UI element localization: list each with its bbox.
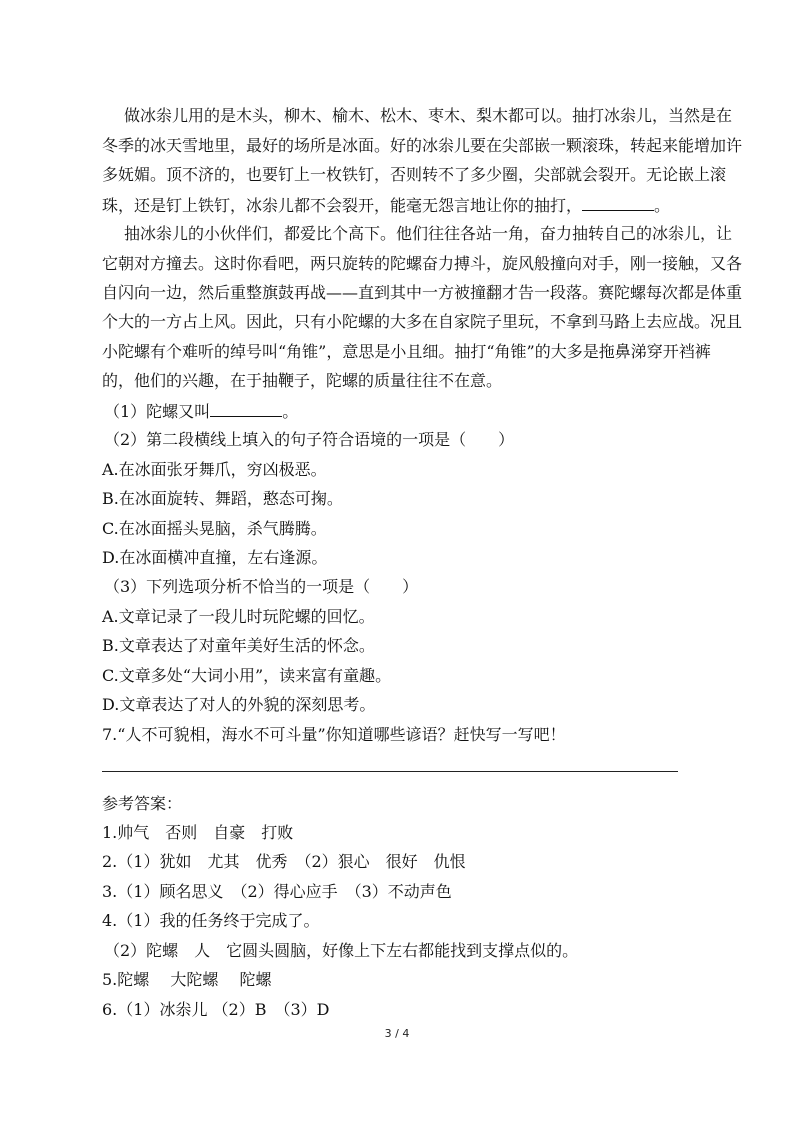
answer-1: 1.帅气 否则 自豪 打败 bbox=[102, 823, 294, 842]
question-2-option-b: B.在冰面旋转、舞蹈，憨态可掬。 bbox=[102, 489, 343, 508]
answers-heading: 参考答案： bbox=[102, 794, 183, 813]
passage-p1-line-3: 多妩媚。顶不济的，也要钉上一枚铁钉，否则转不了多少圈，尖部就会裂开。无论嵌上滚 bbox=[102, 165, 727, 184]
question-2: （2）第二段横线上填入的句子符合语境的一项是（ ） bbox=[104, 430, 515, 449]
passage-p2-line-6: 的，他们的兴趣，在于抽鞭子，陀螺的质量往往不在意。 bbox=[102, 371, 503, 390]
question-3-option-b: B.文章表达了对童年美好生活的怀念。 bbox=[102, 636, 375, 655]
question-1 bbox=[104, 400, 298, 423]
passage-p2-line-2: 它朝对方撞去。这时你看吧，两只旋转的陀螺奋力搏斗，旋风般撞向对手，刚一接触，又各 bbox=[102, 254, 743, 273]
question-2-option-c: C.在冰面摇头晃脑，杀气腾腾。 bbox=[102, 519, 327, 538]
passage-p1-line-4 bbox=[102, 194, 670, 217]
page-number: 3 / 4 bbox=[384, 1027, 410, 1040]
question-2-option-a: A.在冰面张牙舞爪，穷凶极恶。 bbox=[102, 460, 327, 479]
passage-p2-line-5: 小陀螺有个难听的绰号叫“角锥”，意思是小且细。抽打“角锥”的大多是拖鼻涕穿开裆裤 bbox=[102, 342, 711, 361]
question-2-option-d: D.在冰面横冲直撞，左右逢源。 bbox=[102, 548, 328, 567]
question-3-option-c: C.文章多处“大词小用”，读来富有童趣。 bbox=[102, 666, 392, 685]
question-3-option-a: A.文章记录了一段儿时玩陀螺的回忆。 bbox=[102, 607, 375, 626]
answer-2: 2.（1）犹如 尤其 优秀 （2）狠心 很好 仇恨 bbox=[102, 852, 466, 871]
passage-p1-line-2: 冬季的冰天雪地里，最好的场所是冰面。好的冰尜儿要在尖部嵌一颗滚珠，转起来能增加许 bbox=[102, 136, 743, 155]
answer-3: 3.（1）顾名思义 （2）得心应手 （3）不动声色 bbox=[102, 882, 452, 901]
answer-5: 5.陀螺 大陀螺 陀螺 bbox=[102, 970, 272, 989]
passage-p2-line-3: 自闪向一边，然后重整旗鼓再战——直到其中一方被撞翻才告一段落。赛陀螺每次都是体重 bbox=[102, 283, 743, 302]
question-1-end: 。 bbox=[282, 402, 299, 421]
fill-blank-1[interactable] bbox=[582, 194, 654, 211]
passage-p1-line-4-text: 珠，还是钉上铁钉，冰尜儿都不会裂开，能毫无怨言地让你的抽打， bbox=[102, 196, 583, 215]
question-1-text: （1）陀螺又叫 bbox=[104, 402, 211, 421]
question-3: （3）下列选项分析不恰当的一项是（ ） bbox=[104, 577, 419, 596]
answer-4: 4.（1）我的任务终于完成了。 bbox=[102, 911, 320, 930]
answer-4-2: （2）陀螺 人 它圆头圆脑，好像上下左右都能找到支撑点似的。 bbox=[104, 941, 579, 960]
question-7: 7.“人不可貌相，海水不可斗量”你知道哪些谚语？赶快写一写吧！ bbox=[102, 725, 566, 744]
passage-p1-end: 。 bbox=[654, 196, 671, 215]
answer-line[interactable] bbox=[102, 771, 678, 772]
fill-blank-2[interactable] bbox=[210, 400, 282, 417]
answer-6: 6.（1）冰尜儿 （2）B （3）D bbox=[102, 1000, 330, 1019]
question-3-option-d: D.文章表达了对人的外貌的深刻思考。 bbox=[102, 695, 376, 714]
passage-p1-line-1: 做冰尜儿用的是木头，柳木、榆木、松木、枣木、梨木都可以。抽打冰尜儿，当然是在 bbox=[124, 106, 733, 125]
passage-p2-line-1: 抽冰尜儿的小伙伴们，都爱比个高下。他们往往各站一角，奋力抽转自己的冰尜儿，让 bbox=[124, 224, 733, 243]
passage-p2-line-4: 个大的一方占上风。因此，只有小陀螺的大多在自家院子里玩，不拿到马路上去应战。况且 bbox=[102, 312, 743, 331]
